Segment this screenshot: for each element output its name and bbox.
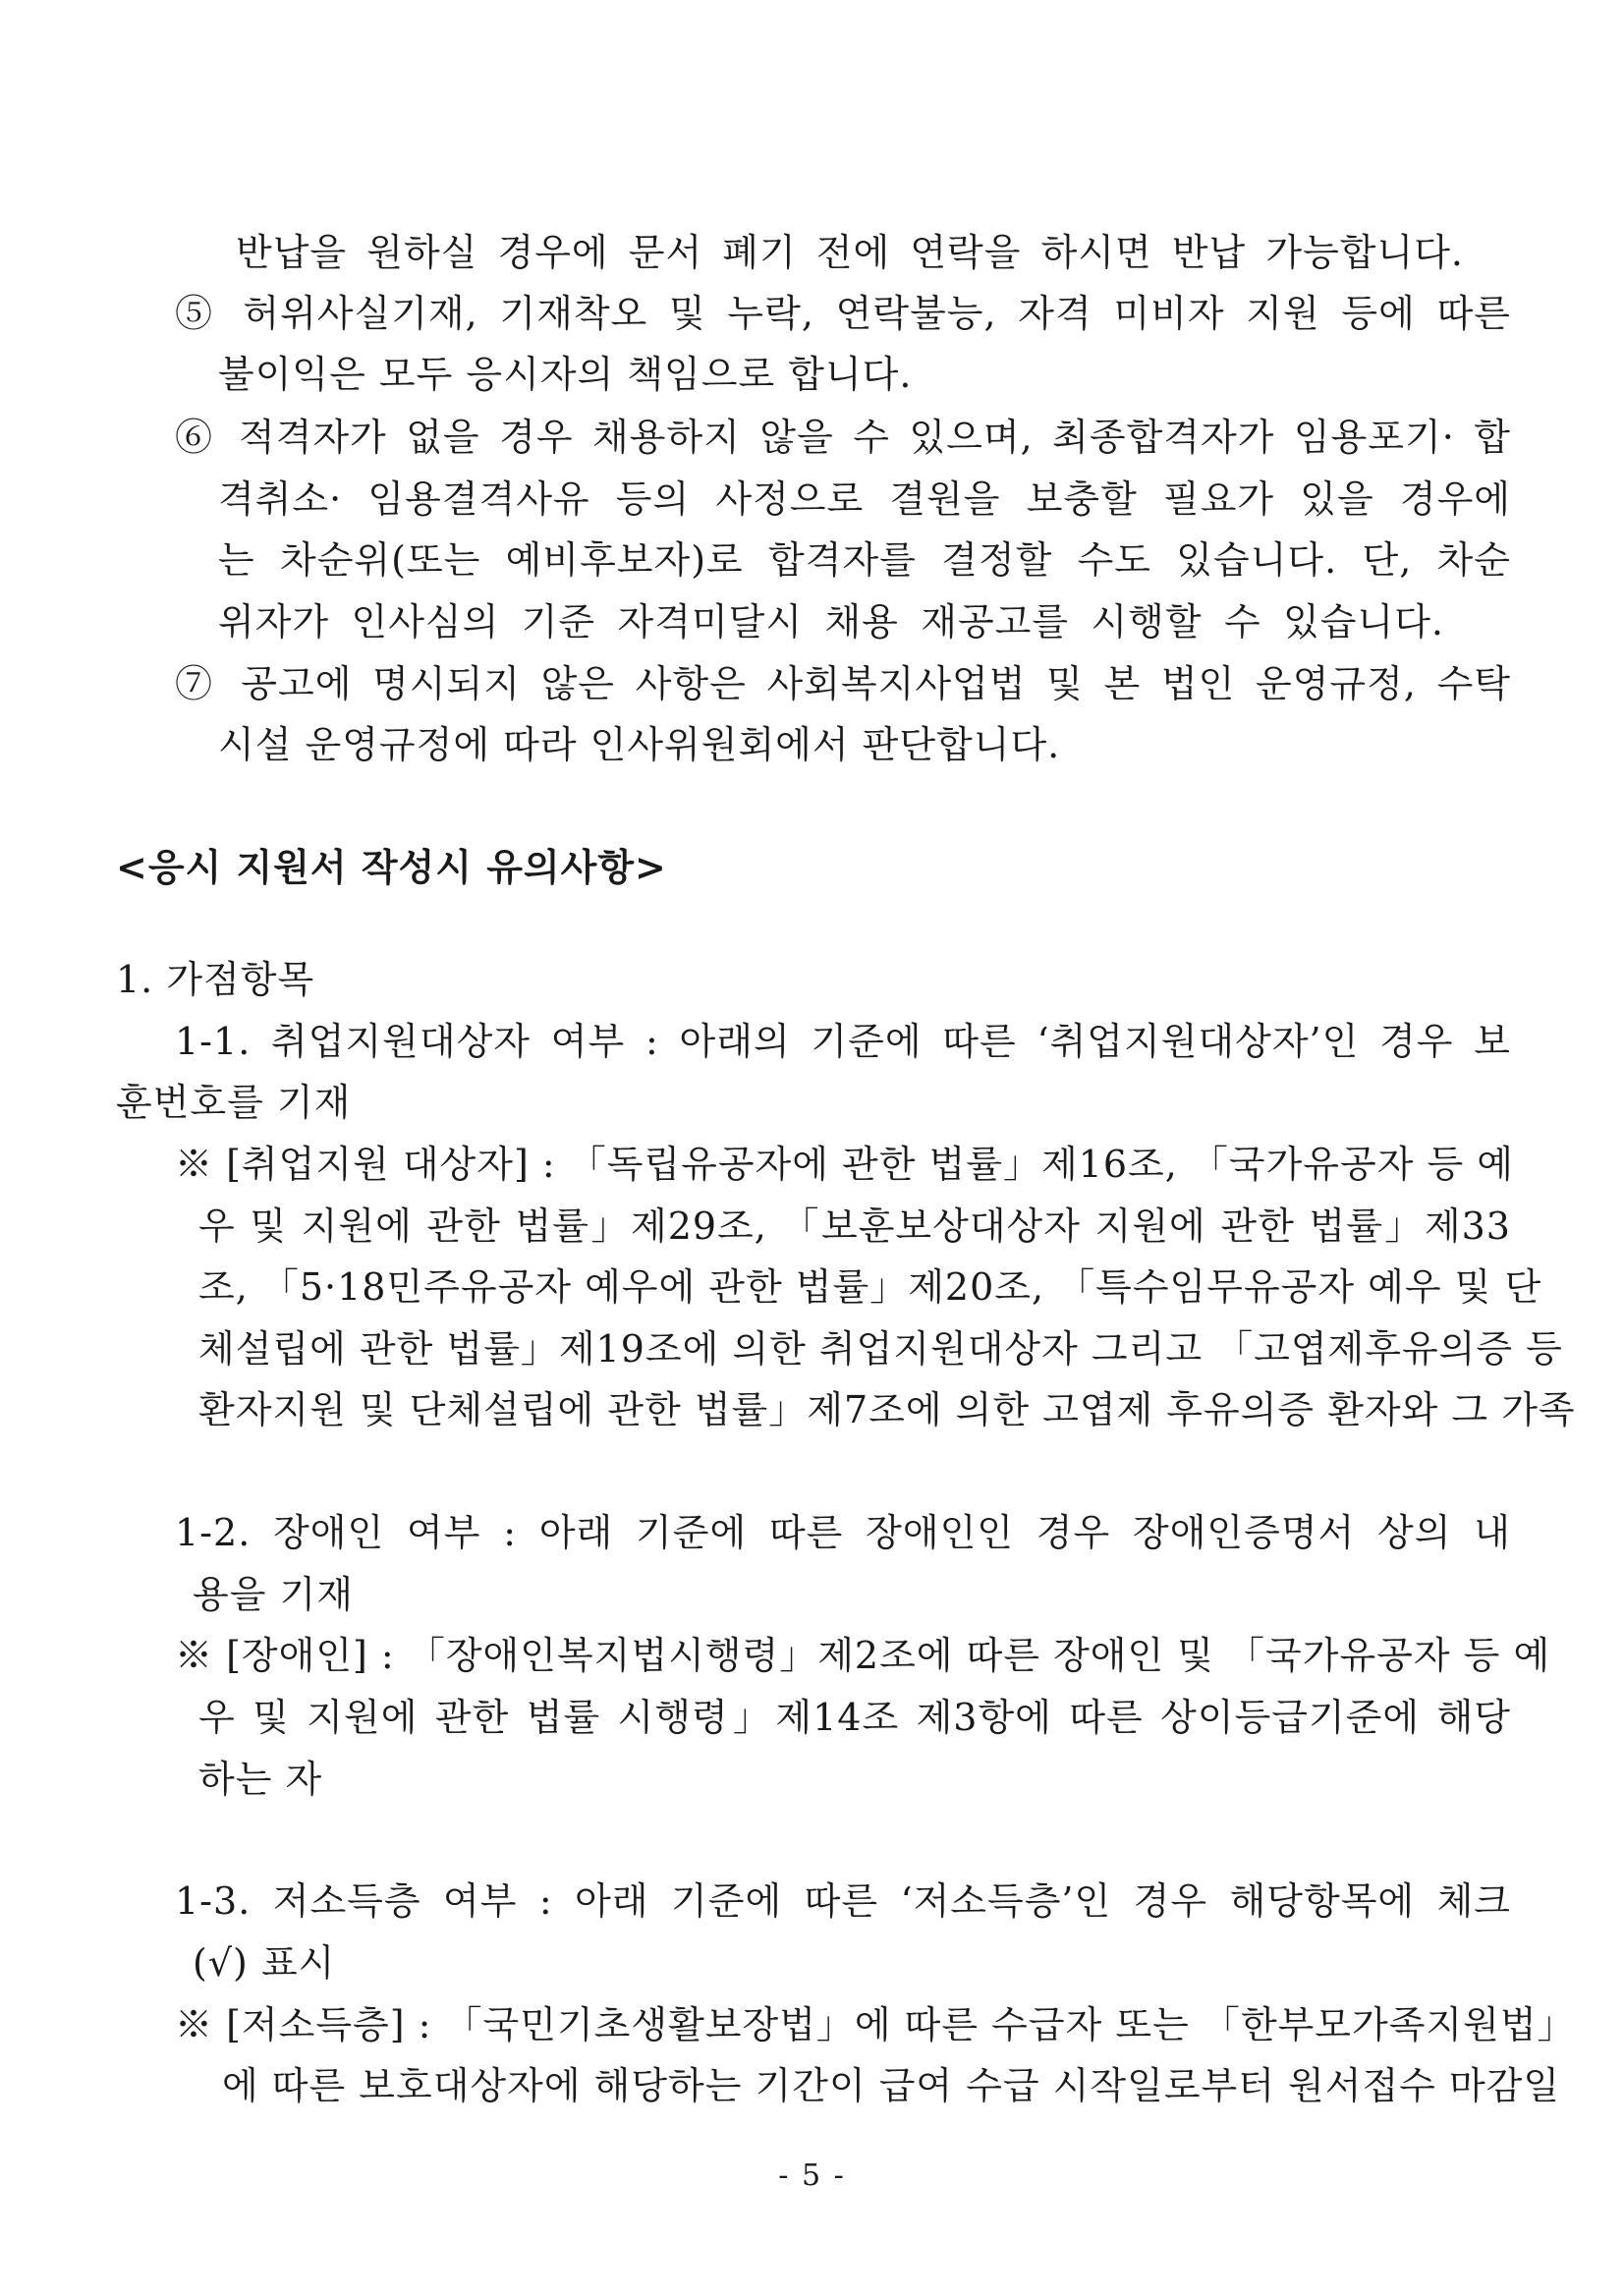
page-number: - 5 -	[778, 2158, 846, 2193]
item4-tail-line: 반납을 원하실 경우에 문서 폐기 전에 연락을 하시면 반납 가능합니다.	[236, 231, 1464, 274]
sub3-note-line-1: ※ [저소득층] : 「국민기초생활보장법」에 따른 수급자 또는 「한부모가족지원법」	[175, 2003, 1576, 2046]
item6-line-4: 위자가 인사심의 기준 자격미달시 채용 재공고를 시행할 수 있습니다.	[218, 600, 1444, 644]
item6-line-1: ⑥ 적격자가 없을 경우 채용하지 않을 수 있으며, 최종합격자가 임용포기· 합	[175, 416, 1511, 459]
sub1-line-1: 1-1. 취업지원대상자 여부 : 아래의 기준에 따른 ‘취업지원대상자’인 경우 보	[175, 1020, 1511, 1063]
section1-heading: 1. 가점항목	[116, 958, 315, 1001]
item7-line-2: 시설 운영규정에 따라 인사위원회에서 판단합니다.	[218, 723, 1061, 766]
sub1-note-line-3: 조, 「5·18민주유공자 예우에 관한 법률」제20조, 「특수임무유공자 예우 및 단	[198, 1265, 1542, 1309]
sub3-line-1: 1-3. 저소득층 여부 : 아래 기준에 따른 ‘저소득층’인 경우 해당항목에 체크	[175, 1879, 1511, 1923]
item5-line-1: ⑤ 허위사실기재, 기재착오 및 누락, 연락불능, 자격 미비자 지원 등에 따른	[175, 292, 1511, 335]
sub1-note-line-2: 우 및 지원에 관한 법률」제29조, 「보훈보상대상자 지원에 관한 법률」제33	[198, 1204, 1511, 1248]
sub1-note-line-1: ※ [취업지원 대상자] : 「독립유공자에 관한 법률」제16조, 「국가유공자 등 예	[175, 1143, 1515, 1186]
section-title: <응시 지원서 작성시 유의사항>	[116, 845, 667, 889]
sub1-line-2: 훈번호를 기재	[116, 1081, 352, 1124]
sub3-note-line-2: 에 따른 보호대상자에 해당하는 기간이 급여 수급 시작일로부터 원서접수 마감일	[222, 2064, 1561, 2107]
sub1-note-line-5: 환자지원 및 단체설립에 관한 법률」제7조에 의한 고엽제 후유의증 환자와 그 가족	[198, 1388, 1576, 1431]
sub1-note-line-4: 체설립에 관한 법률」제19조에 의한 취업지원대상자 그리고 「고엽제후유의증 등	[198, 1327, 1563, 1371]
sub3-line-2: (√) 표시	[193, 1941, 336, 1985]
item7-line-1: ⑦ 공고에 명시되지 않은 사항은 사회복지사업법 및 본 법인 운영규정, 수탁	[175, 662, 1511, 705]
sub2-note-line-1: ※ [장애인] : 「장애인복지법시행령」제2조에 따른 장애인 및 「국가유공자 등 예	[175, 1634, 1551, 1677]
item6-line-3: 는 차순위(또는 예비후보자)로 합격자를 결정할 수도 있습니다. 단, 차순	[218, 538, 1511, 582]
sub2-line-1: 1-2. 장애인 여부 : 아래 기준에 따른 장애인인 경우 장애인증명서 상의 내	[175, 1511, 1511, 1554]
sub2-note-line-3: 하는 자	[198, 1758, 323, 1801]
sub2-line-2: 용을 기재	[193, 1573, 354, 1616]
sub2-note-line-2: 우 및 지원에 관한 법률 시행령」제14조 제3항에 따른 상이등급기준에 해당	[198, 1696, 1511, 1739]
item6-line-2: 격취소· 임용결격사유 등의 사정으로 결원을 보충할 필요가 있을 경우에	[218, 477, 1511, 521]
item5-line-2: 불이익은 모두 응시자의 책임으로 합니다.	[218, 353, 913, 396]
